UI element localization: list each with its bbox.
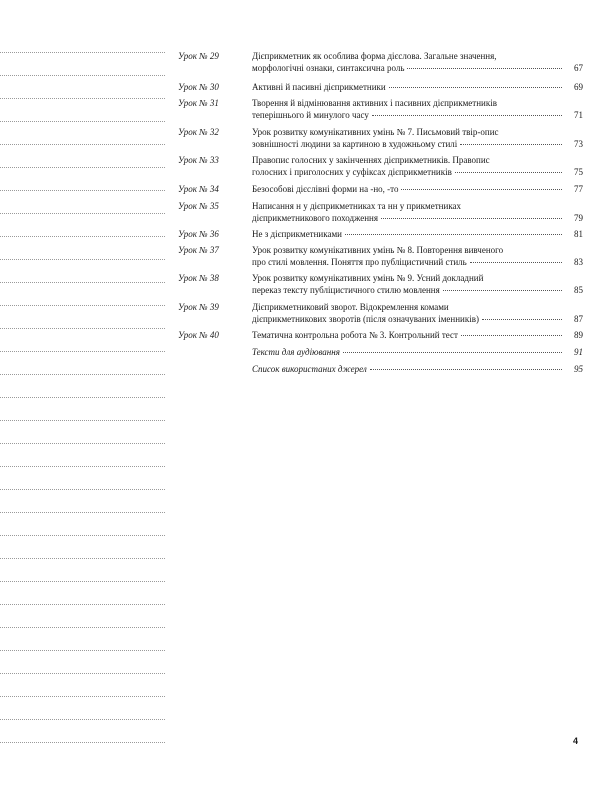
dot-leader — [407, 68, 562, 69]
margin-line — [0, 443, 165, 444]
toc-entry — [178, 329, 583, 341]
margin-line — [0, 351, 165, 352]
lesson-label: Урок № 39 — [178, 302, 219, 312]
page-ref: 91 — [574, 347, 583, 357]
entry-title-line: голосних і приголосних у суфіксах дієприкметників — [252, 167, 452, 177]
toc-entry — [178, 363, 583, 375]
margin-line — [0, 52, 165, 53]
dot-leader — [482, 319, 562, 320]
entry-title — [252, 97, 583, 121]
dot-leader — [345, 234, 562, 235]
entry-title — [252, 81, 583, 93]
lesson-label: Урок № 34 — [178, 184, 219, 194]
margin-line — [0, 719, 165, 720]
toc-entry — [178, 126, 583, 150]
entry-title — [252, 200, 583, 224]
dot-leader — [443, 290, 562, 291]
margin-line — [0, 420, 165, 421]
entry-title-line: про стилі мовлення. Поняття про публіцистичний стиль — [252, 257, 467, 267]
entry-title — [252, 126, 583, 150]
margin-line — [0, 328, 165, 329]
dot-leader — [343, 352, 562, 353]
page-ref: 75 — [574, 167, 583, 177]
margin-line — [0, 98, 165, 99]
toc-entry — [178, 228, 583, 240]
margin-line — [0, 374, 165, 375]
entry-title-line: переказ тексту публіцистичного стилю мовлення — [252, 285, 440, 295]
page-ref: 95 — [574, 364, 583, 374]
toc-entry — [178, 154, 583, 178]
lesson-label: Урок № 29 — [178, 51, 219, 61]
toc-entry — [178, 301, 583, 325]
margin-line — [0, 535, 165, 536]
toc-entry — [178, 97, 583, 121]
margin-line — [0, 282, 165, 283]
toc-entry — [178, 200, 583, 224]
entry-title — [252, 154, 583, 178]
lesson-label: Урок № 32 — [178, 127, 219, 137]
toc-entry — [178, 272, 583, 296]
page-ref: 69 — [574, 82, 583, 92]
entry-title-line: Урок розвитку комунікативних умінь № 7. Письмовий твір-опис — [252, 127, 499, 137]
entry-title-line: Не з дієприкметниками — [252, 229, 342, 239]
margin-line — [0, 397, 165, 398]
toc-entry — [178, 81, 583, 93]
entry-title-line: зовнішності людини за картиною в художньому стилі — [252, 139, 458, 149]
entry-title — [252, 244, 583, 268]
entry-title-line: Дієприкметник як особлива форма дієслова. Загальне значення, — [252, 51, 497, 61]
entry-title — [252, 50, 583, 74]
margin-line — [0, 512, 165, 513]
page-ref: 67 — [574, 63, 583, 73]
page-ref: 79 — [574, 213, 583, 223]
entry-title-line: Тексти для аудіювання — [252, 347, 340, 357]
margin-line — [0, 121, 165, 122]
entry-title-line: Творення й відмінювання активних і пасивних дієприкметників — [252, 98, 497, 108]
dot-leader — [401, 189, 562, 190]
dot-leader — [455, 172, 562, 173]
lesson-label: Урок № 30 — [178, 82, 219, 92]
toc-entry — [178, 183, 583, 195]
page-ref: 71 — [574, 110, 583, 120]
dot-leader — [470, 262, 562, 263]
margin-line — [0, 190, 165, 191]
margin-line — [0, 213, 165, 214]
lesson-label: Урок № 31 — [178, 98, 219, 108]
margin-line — [0, 581, 165, 582]
margin-line — [0, 305, 165, 306]
margin-line — [0, 558, 165, 559]
lesson-label: Урок № 35 — [178, 201, 219, 211]
entry-title-line: Список використаних джерел — [252, 364, 367, 374]
dot-leader — [370, 369, 562, 370]
page-ref: 73 — [574, 139, 583, 149]
margin-line — [0, 696, 165, 697]
entry-title-line: Тематична контрольна робота № 3. Контрольний тест — [252, 330, 458, 340]
entry-title-line: теперішнього й минулого часу — [252, 110, 369, 120]
toc-entry — [178, 50, 583, 74]
entry-title — [252, 228, 583, 240]
entry-title-line: Безособові дієслівні форми на -но, -то — [252, 184, 399, 194]
entry-title — [252, 272, 583, 296]
page-ref: 77 — [574, 184, 583, 194]
entry-title-line: морфологічні ознаки, синтаксична роль — [252, 63, 405, 73]
margin-line — [0, 650, 165, 651]
margin-line — [0, 673, 165, 674]
dot-leader — [460, 144, 562, 145]
margin-line — [0, 259, 165, 260]
entry-title — [252, 183, 583, 195]
page-ref: 83 — [574, 257, 583, 267]
entry-title-line: Дієприкметниковий зворот. Відокремлення комами — [252, 302, 449, 312]
entry-title-line: Урок розвитку комунікативних умінь № 8. Повторення вивченого — [252, 245, 504, 255]
entry-title-line: дієприкметникових зворотів (після означуваних іменників) — [252, 314, 479, 324]
lesson-label: Урок № 36 — [178, 229, 219, 239]
lesson-label: Урок № 38 — [178, 273, 219, 283]
page-number: 4 — [573, 736, 579, 746]
dot-leader — [381, 218, 562, 219]
page-ref: 87 — [574, 314, 583, 324]
margin-line — [0, 742, 165, 743]
margin-line — [0, 489, 165, 490]
entry-title-line: Написання н у дієприкметниках та нн у прикметниках — [252, 201, 462, 211]
entry-title — [252, 346, 583, 358]
entry-title — [252, 301, 583, 325]
dot-leader — [372, 115, 562, 116]
dot-leader — [389, 87, 562, 88]
toc-entry — [178, 346, 583, 358]
margin-line — [0, 604, 165, 605]
entry-title-line: дієприкметникового походження — [252, 213, 378, 223]
margin-line — [0, 236, 165, 237]
margin-line — [0, 466, 165, 467]
lesson-label: Урок № 40 — [178, 330, 219, 340]
lesson-label: Урок № 33 — [178, 155, 219, 165]
margin-line — [0, 167, 165, 168]
entry-title — [252, 329, 583, 341]
margin-line — [0, 144, 165, 145]
margin-line — [0, 75, 165, 76]
lesson-label: Урок № 37 — [178, 245, 219, 255]
entry-title — [252, 363, 583, 375]
margin-line — [0, 627, 165, 628]
margin-note-lines — [0, 0, 165, 800]
page-ref: 89 — [574, 330, 583, 340]
toc-entry — [178, 244, 583, 268]
entry-title-line: Урок розвитку комунікативних умінь № 9. Усний докладний — [252, 273, 484, 283]
dot-leader — [461, 335, 562, 336]
page-ref: 81 — [574, 229, 583, 239]
page-ref: 85 — [574, 285, 583, 295]
entry-title-line: Правопис голосних у закінченнях дієприкметників. Правопис — [252, 155, 490, 165]
entry-title-line: Активні й пасивні дієприкметники — [252, 82, 386, 92]
